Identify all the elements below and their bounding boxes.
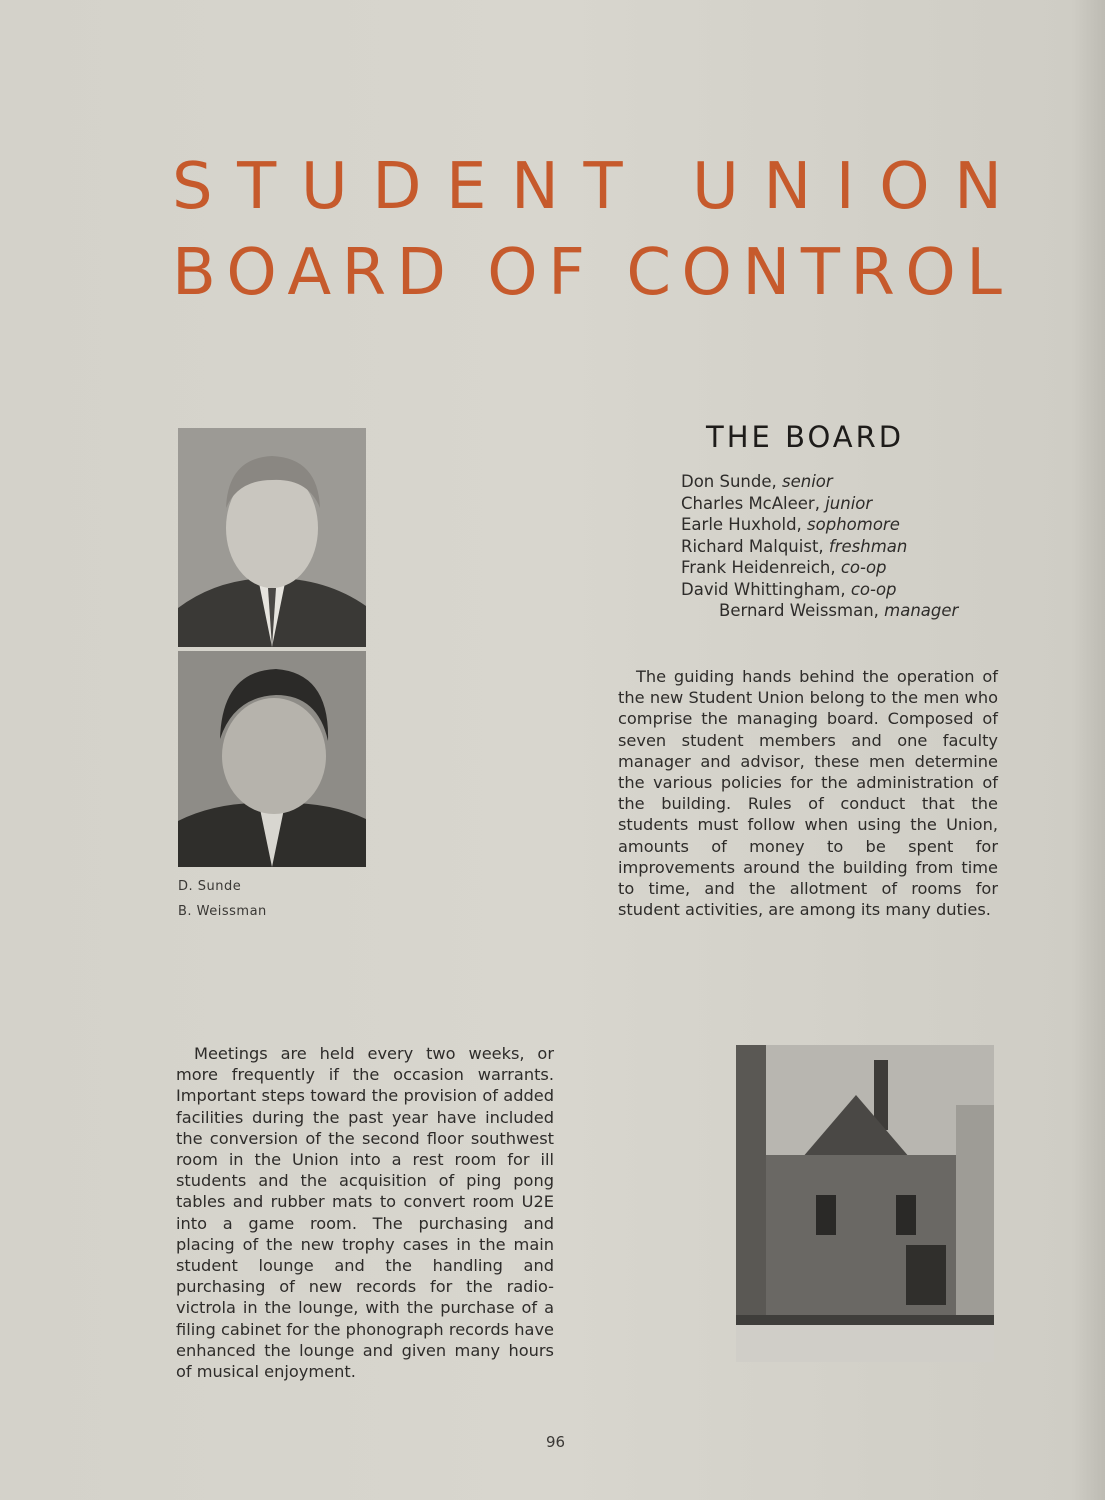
title-letter: S — [172, 150, 213, 224]
photo-caption-weissman: B. Weissman — [178, 904, 267, 919]
title-letter: E — [446, 150, 487, 224]
member-name: Frank Heidenreich, — [681, 558, 841, 577]
board-member — [681, 579, 958, 601]
member-role: sophomore — [807, 515, 900, 534]
title-letter: O — [226, 236, 277, 310]
title-letter: O — [487, 236, 538, 310]
title-letter: U — [691, 150, 739, 224]
member-name: Richard Malquist, — [681, 536, 829, 556]
title-letter: D — [372, 150, 422, 224]
member-role: junior — [825, 493, 873, 513]
title-letter: C — [626, 236, 672, 310]
member-name: Bernard Weissman, — [719, 601, 885, 620]
title-letter: L — [966, 236, 1002, 310]
member-role: freshman — [828, 536, 908, 556]
title-letter: A — [287, 236, 332, 310]
board-member — [681, 514, 958, 536]
title-letter — [456, 238, 476, 308]
board-heading: THE BOARD — [706, 420, 905, 454]
title-letter — [595, 238, 615, 308]
portrait-photo-weissman — [178, 651, 366, 867]
member-role: co-op — [840, 558, 887, 577]
title-letter: R — [341, 236, 387, 310]
board-member-list — [681, 471, 958, 622]
page-number: 96 — [546, 1433, 566, 1451]
page-title-line-2 — [172, 238, 1002, 308]
member-name: Charles McAleer, — [681, 493, 826, 513]
title-letter: N — [763, 150, 812, 224]
title-letter: O — [681, 236, 732, 310]
board-member — [681, 557, 958, 579]
board-member — [681, 536, 958, 558]
title-letter: N — [742, 236, 791, 310]
title-letter: T — [800, 236, 840, 310]
member-role: co-op — [850, 579, 897, 599]
portrait-photo-sunde — [178, 428, 366, 647]
member-name: David Whittingham, — [681, 579, 851, 599]
title-letter — [647, 152, 667, 222]
title-letter: T — [237, 150, 277, 224]
title-letter: N — [954, 150, 1002, 224]
title-letter: B — [172, 236, 216, 310]
title-letter: O — [905, 236, 956, 310]
title-letter: O — [879, 150, 930, 224]
title-letter: N — [511, 150, 559, 224]
title-letter: D — [396, 236, 446, 310]
member-name: Don Sunde, — [681, 472, 783, 491]
board-description-paragraph: The guiding hands behind the operation of the new Student Union belong to the men who comprise the managing board. Composed of seven student members and one faculty manager and advisor, these men determine the various policies for the administration of the building. Rules of conduct that the students must follow when using the Union, amounts of money to be spent for improvements around the building from time to time, and the allotment of rooms for student activities, are among its many duties. — [618, 667, 998, 920]
board-member — [681, 493, 958, 515]
page-title-line-1 — [172, 152, 1002, 222]
title-letter: F — [548, 236, 585, 310]
board-member — [681, 471, 958, 493]
student-union-building-photo — [736, 1045, 994, 1362]
member-name: Earle Huxhold, — [681, 515, 808, 534]
title-letter: I — [835, 150, 855, 224]
member-role: senior — [782, 472, 833, 491]
meetings-paragraph: Meetings are held every two weeks, or more frequently if the occasion warrants. Important steps toward the provision of added facilities during the past year have included the conversion of the second floor southwest room in the Union into a rest room for ill students and the acquisition of ping pong tables and rubber mats to convert room U2E into a game room. The purchasing and placing of the new trophy cases in the main student lounge and the handling and purchasing of new records for the radio-victrola in the lounge, with the purchase of a filing cabinet for the phonograph records have enhanced the lounge and given many hours of musical enjoyment. — [176, 1044, 554, 1382]
photo-caption-sunde: D. Sunde — [178, 879, 242, 894]
title-letter: T — [583, 150, 623, 224]
member-role: manager — [884, 601, 959, 620]
board-manager — [681, 600, 958, 622]
title-letter: R — [850, 236, 895, 310]
title-letter: U — [300, 150, 348, 224]
